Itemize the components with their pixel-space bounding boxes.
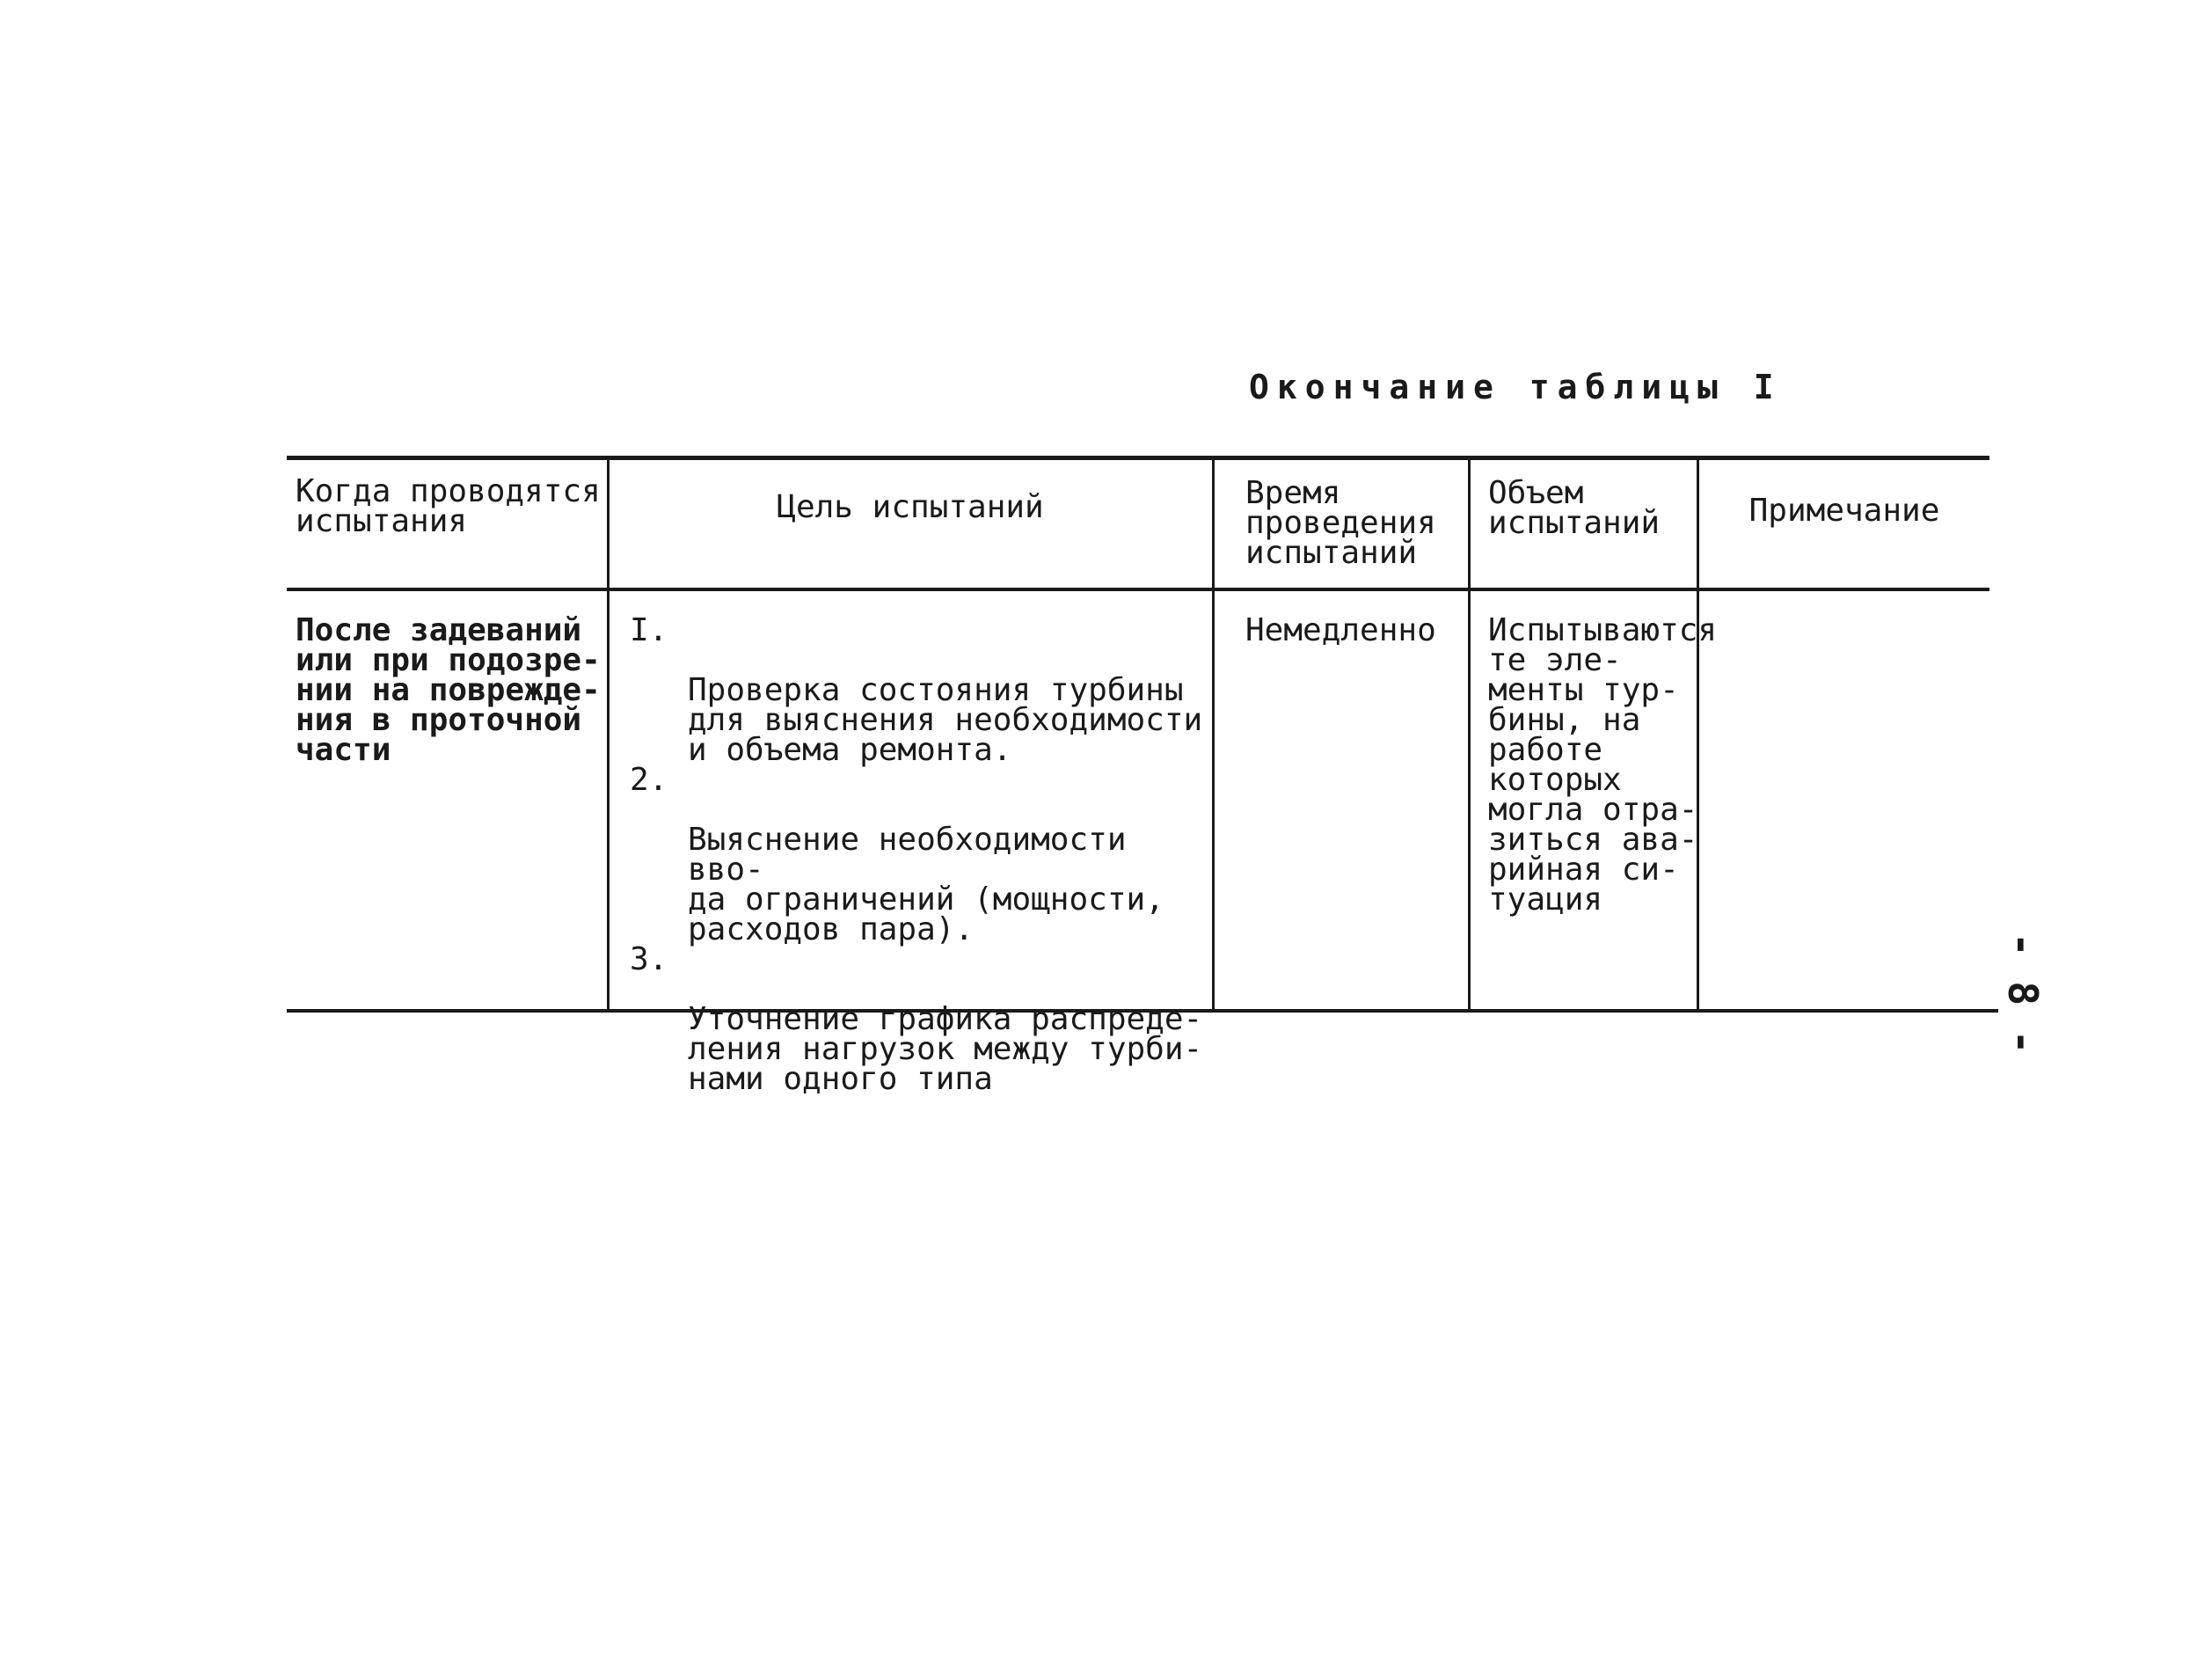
header-note: Примечание <box>1748 493 1940 529</box>
column-divider-1 <box>607 459 610 1010</box>
cell-when: После задеваний или при подозре- нии на поврежде- ния в проточной части <box>296 612 601 768</box>
header-bottom-rule <box>287 588 1989 591</box>
header-volume: Объем испытаний <box>1488 475 1661 541</box>
goal-text: Проверка состояния турбины для выяснения необходимости и объема ремонта. <box>688 672 1203 768</box>
goal-number: 3. <box>630 941 668 977</box>
goal-item <box>630 941 1210 1097</box>
test-schedule-table <box>287 456 1989 1097</box>
goal-text: Уточнение графика распреде- ления нагрузок между турби- нами одного типа <box>688 1001 1203 1097</box>
header-time: Время проведения испытаний <box>1245 475 1436 571</box>
cell-goal <box>630 612 1210 1097</box>
table-top-rule <box>287 456 1989 460</box>
table-caption: Окончание таблицы I <box>1249 368 1782 406</box>
cell-time: Немедленно <box>1245 612 1436 648</box>
header-goal: Цель испытаний <box>777 489 1044 525</box>
goal-number: I. <box>630 612 668 648</box>
header-when: Когда проводятся испытания <box>296 473 601 539</box>
goal-text: Выяснение необходимости вво- да ограничений (мощности, расходов пара). <box>688 822 1164 947</box>
goal-item <box>630 762 1210 947</box>
cell-volume: Испытываются те эле- менты тур- бины, на работе которых могла отра- зиться ава- рийная си- туация <box>1488 612 1718 918</box>
goal-item <box>630 612 1210 768</box>
goal-number: 2. <box>630 762 668 798</box>
column-divider-2 <box>1212 459 1215 1010</box>
goal-list <box>630 612 1210 1097</box>
page-number: - 8 - <box>1999 933 2047 1055</box>
